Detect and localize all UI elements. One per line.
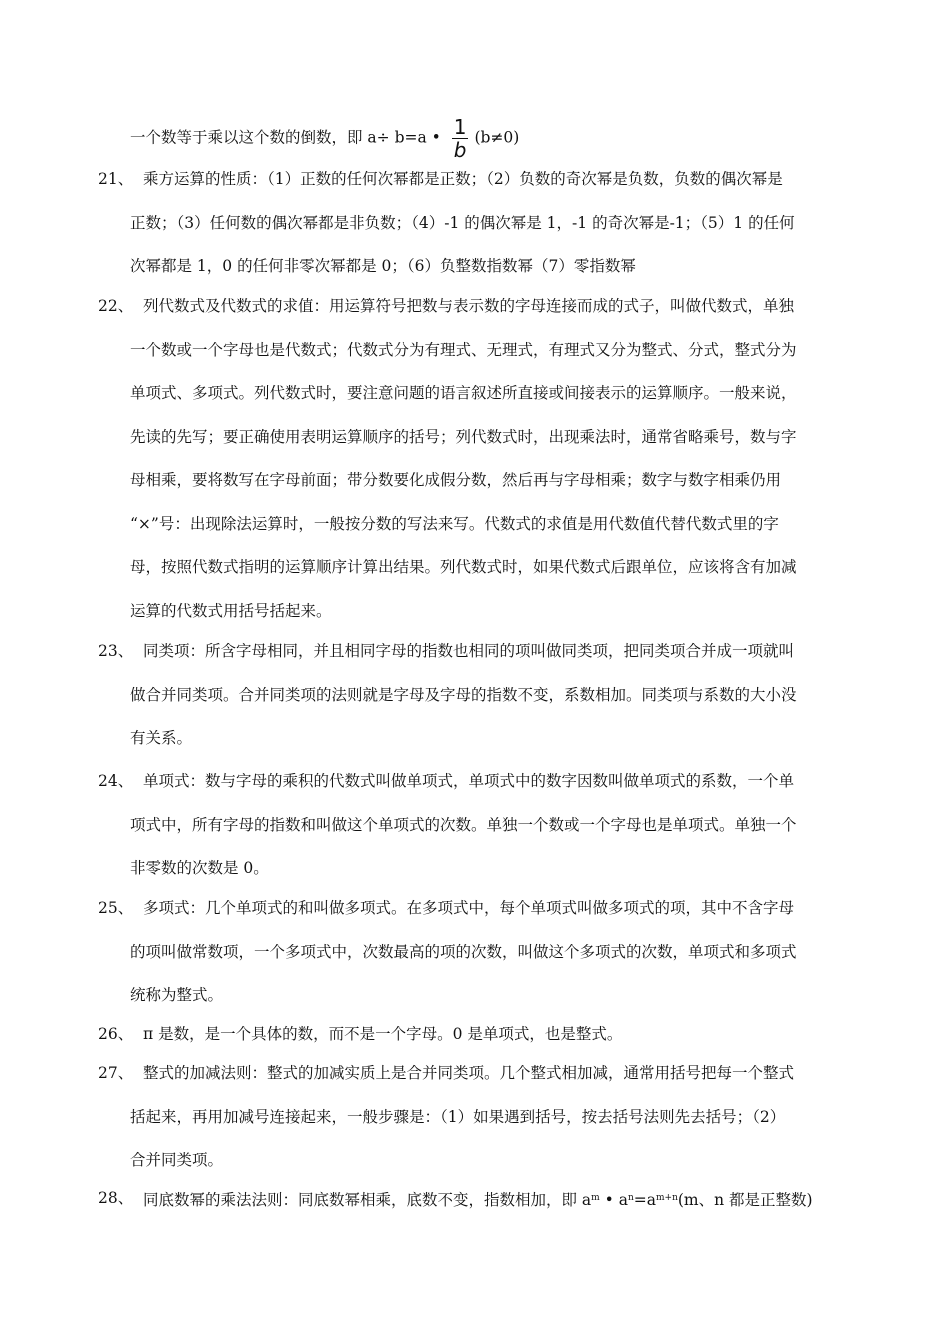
item-text-line: 列代数式及代数式的求值：用运算符号把数与表示数的字母连接而成的式子，叫做代数式，单独: [143, 297, 795, 315]
item-text-line: 项式中，所有字母的指数和叫做这个单项式的次数。单独一个数或一个字母也是单项式。单独一个: [130, 815, 797, 834]
item-text-line: 非零数的次数是 0。: [130, 859, 269, 877]
item-text-line: 正数；（3）任何数的偶次幂都是非负数；（4）-1 的偶次幂是 1，-1 的奇次幂是-1；（5）1 的任何: [130, 213, 795, 232]
item-28-text: 同底数幂的乘法法则：同底数幂相乘，底数不变，指数相加，即 $a^m$ • $a^n=a^{m+n}(m$、n 都是正整数): [143, 1191, 813, 1209]
intro-line: [130, 116, 519, 161]
item-number: 23、: [98, 642, 134, 660]
item-text-line: 统称为整式。: [130, 986, 224, 1004]
item-text-line: 运算的代数式用括号括起来。: [130, 601, 332, 620]
item-number: 27、: [98, 1064, 134, 1082]
item-text-line: 整式的加减法则：整式的加减实质上是合并同类项。几个整式相加减，通常用括号把每一个整式: [143, 1064, 795, 1082]
intro-text: 一个数等于乘以这个数的倒数，即 a÷ b=a •: [130, 128, 446, 147]
item-number: 28、: [98, 1189, 134, 1207]
item-text-line: 括起来，再用加减号连接起来，一般步骤是：（1）如果遇到括号，按去括号法则先去括号；（2）: [130, 1107, 786, 1126]
item-text-line: π 是数，是一个具体的数，而不是一个字母。0 是单项式，也是整式。: [143, 1025, 623, 1043]
item-number: 25、: [98, 899, 134, 917]
item-number: 21、: [98, 170, 134, 188]
item-text-line: 次幂都是 1，0 的任何非零次幂都是 0；（6）负整数指数幂（7）零指数幂: [130, 257, 636, 275]
item-text-line: 母，按照代数式指明的运算顺序计算出结果。列代数式时，如果代数式后跟单位，应该将含有加减: [130, 558, 797, 576]
item-text-line: 的项叫做常数项，一个多项式中，次数最高的项的次数，叫做这个多项式的次数，单项式和多项式: [130, 942, 797, 961]
item-text-line: 一个数或一个字母也是代数式；代数式分为有理式、无理式，有理式又分为整式、分式，整式分为: [130, 340, 797, 359]
item-text-line: 有关系。: [130, 729, 193, 747]
item-text-line: 先读的先写；要正确使用表明运算顺序的括号；列代数式时，出现乘法时，通常省略乘号，数与字: [130, 427, 797, 446]
intro-condition: (b≠0): [474, 128, 520, 147]
item-text-line: “×”号：出现除法运算时，一般按分数的写法来写。代数式的求值是用代数值代替代数式里的字: [130, 514, 779, 533]
item-text-line: 多项式：几个单项式的和叫做多项式。在多项式中，每个单项式叫做多项式的项，其中不含字母: [143, 899, 795, 917]
item-text-line: 合并同类项。: [130, 1151, 224, 1169]
fraction-denominator: b: [453, 138, 467, 162]
item-number: 22、: [98, 297, 134, 315]
item-text-line: 母相乘，要将数写在字母前面；带分数要化成假分数，然后再与字母相乘；数字与数字相乘仍用: [130, 471, 782, 489]
item-text-line: 乘方运算的性质：（1）正数的任何次幂都是正数；（2）负数的奇次幂是负数，负数的偶次幂是: [143, 170, 783, 188]
item-text-line: 单项式：数与字母的乘积的代数式叫做单项式，单项式中的数字因数叫做单项式的系数，一个单: [143, 772, 795, 790]
item-text-line: 同类项：所含字母相同，并且相同字母的指数也相同的项叫做同类项，把同类项合并成一项就叫: [143, 642, 795, 660]
fraction-1-over-b: [452, 116, 469, 161]
item-text-line: 单项式、多项式。列代数式时，要注意问题的语言叙述所直接或间接表示的运算顺序。一般来说，: [130, 384, 797, 402]
item-text-line: 做合并同类项。合并同类项的法则就是字母及字母的指数不变，系数相加。同类项与系数的大小没: [130, 685, 797, 704]
fraction-numerator: 1: [453, 115, 467, 139]
item-number: 26、: [98, 1025, 134, 1043]
item-number: 24、: [98, 772, 134, 790]
